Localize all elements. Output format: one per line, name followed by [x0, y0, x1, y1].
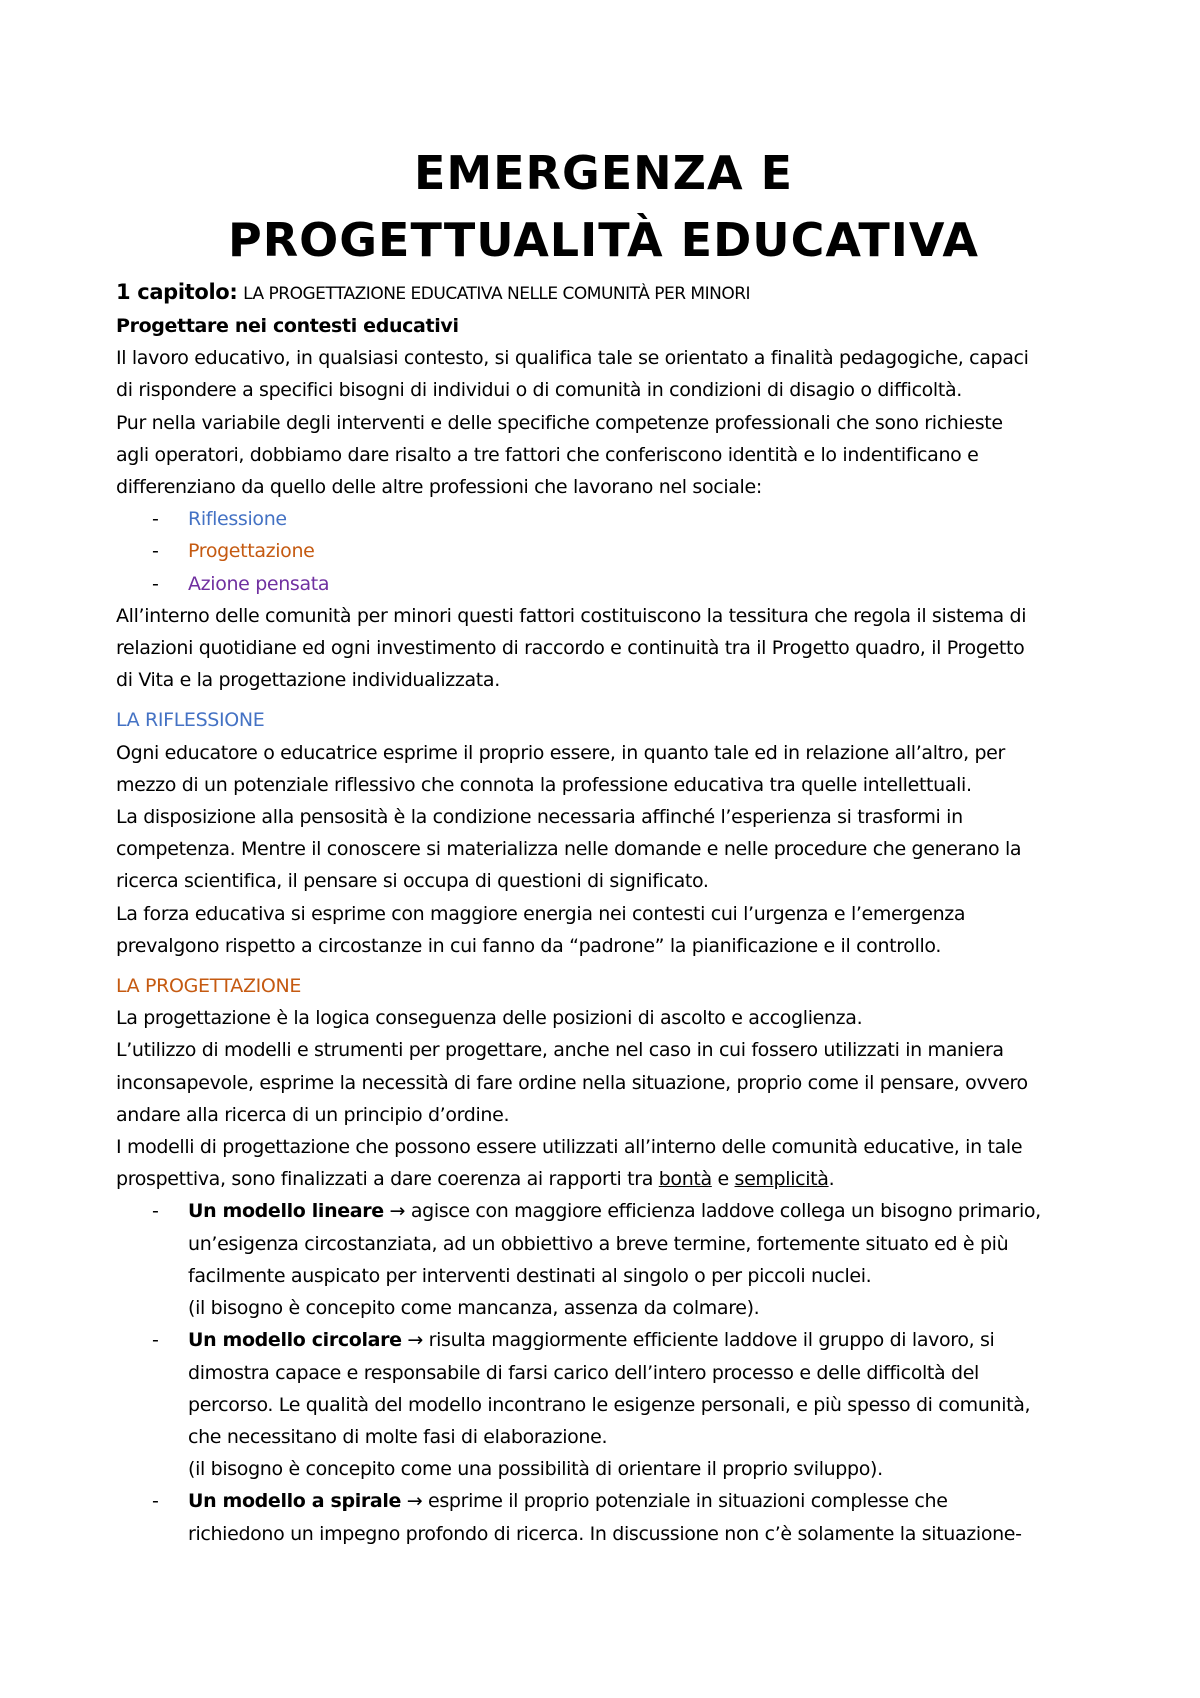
paragraph-line: La progettazione è la logica conseguenza delle posizioni di ascolto e accoglienza. — [116, 1007, 863, 1030]
paragraph-line: La disposizione alla pensosità è la condizione necessaria affinché l’esperienza si trasformi in — [116, 806, 963, 829]
text-span: agisce con maggiore efficienza laddove collega un bisogno primario, — [410, 1200, 1041, 1223]
arrow-right-icon: → — [406, 1490, 423, 1513]
factor-azione-pensata: Azione pensata — [188, 572, 330, 595]
model-line: (il bisogno è concepito come mancanza, assenza da colmare). — [188, 1297, 760, 1320]
document-body — [116, 276, 1091, 1550]
section-heading-progettare: Progettare nei contesti educativi — [116, 315, 459, 337]
model-line: che necessitano di molte fasi di elaborazione. — [188, 1425, 608, 1448]
model-line: un’esigenza circostanziata, ad un obbiettivo a breve termine, fortemente situato ed è più — [188, 1232, 1009, 1255]
text-span: . — [828, 1168, 835, 1191]
paragraph-line — [116, 1163, 1091, 1195]
paragraph-line: inconsapevole, esprime la necessità di fare ordine nella situazione, proprio come il pensare, ovvero — [116, 1071, 1028, 1094]
underlined-word-semplicita: semplicità — [734, 1168, 829, 1191]
factor-riflessione: Riflessione — [188, 508, 287, 531]
factor-progettazione: Progettazione — [188, 540, 315, 563]
model-name: Un modello a spirale — [188, 1490, 402, 1513]
list-item-modello-circolare — [116, 1324, 1091, 1485]
bullet-dash: - — [152, 1490, 159, 1513]
model-line: percorso. Le qualità del modello incontrano le esigenze personali, e più spesso di comunità, — [188, 1393, 1031, 1416]
arrow-right-icon: → — [389, 1200, 406, 1223]
bullet-dash: - — [152, 1200, 159, 1223]
bullet-dash: - — [152, 540, 159, 563]
paragraph-line: ricerca scientifica, il pensare si occupa di questioni di significato. — [116, 870, 709, 893]
model-description — [188, 1485, 1022, 1549]
section-heading-riflessione: LA RIFLESSIONE — [116, 709, 265, 732]
bullet-dash: - — [152, 508, 159, 531]
paragraph-line: andare alla ricerca di un principio d’ordine. — [116, 1103, 510, 1126]
factors-list — [116, 503, 1091, 600]
title-line-2: PROGETTUALITÀ EDUCATIVA — [228, 213, 979, 267]
document-title — [116, 140, 1091, 274]
text-span: risulta maggiormente efficiente laddove il gruppo di lavoro, si — [428, 1329, 995, 1352]
model-first-line — [188, 1195, 1041, 1227]
paragraph-line: L’utilizzo di modelli e strumenti per progettare, anche nel caso in cui fossero utilizzati in maniera — [116, 1039, 1004, 1062]
paragraph-line: relazioni quotidiane ed ogni investimento di raccordo e continuità tra il Progetto quadro, il Progetto — [116, 637, 1025, 660]
spacer — [116, 962, 1091, 970]
paragraph-line: differenziano da quello delle altre professioni che lavorano nel sociale: — [116, 476, 762, 499]
model-line: richiedono un impegno profondo di ricerca. In discussione non c’è solamente la situazione- — [188, 1522, 1022, 1545]
title-line-1: EMERGENZA E — [413, 146, 794, 200]
paragraph-line: prevalgono rispetto a circostanze in cui fanno da “padrone” la pianificazione e il controllo. — [116, 934, 942, 957]
paragraph-line: agli operatori, dobbiamo dare risalto a tre fattori che conferiscono identità e lo indentificano e — [116, 443, 979, 466]
paragraph-line: mezzo di un potenziale riflessivo che connota la professione educativa tra quelle intellettuali. — [116, 773, 972, 796]
paragraph-line: di rispondere a specifici bisogni di individui o di comunità in condizioni di disagio o difficoltà. — [116, 379, 962, 402]
text-span: e — [711, 1168, 735, 1191]
model-name: Un modello circolare — [188, 1329, 402, 1352]
arrow-right-icon: → — [407, 1329, 423, 1352]
list-item — [116, 568, 1091, 600]
models-list — [116, 1195, 1091, 1549]
model-description — [188, 1195, 1041, 1324]
paragraph-line: Il lavoro educativo, in qualsiasi contesto, si qualifica tale se orientato a finalità pedagogiche, capaci — [116, 347, 1029, 370]
paragraph-line: I modelli di progettazione che possono essere utilizzati all’interno delle comunità educative, in tale — [116, 1136, 1023, 1159]
text-span: prospettiva, sono finalizzati a dare coerenza ai rapporti tra — [116, 1168, 659, 1191]
document-page — [116, 140, 1091, 1550]
section-heading-progettazione: LA PROGETTAZIONE — [116, 975, 301, 998]
paragraph-line: Ogni educatore o educatrice esprime il proprio essere, in quanto tale ed in relazione all’altro, per — [116, 741, 1005, 764]
model-description — [188, 1324, 1030, 1485]
model-first-line — [188, 1324, 1030, 1356]
paragraph-line: Pur nella variabile degli interventi e delle specifiche competenze professionali che sono richieste — [116, 411, 1003, 434]
chapter-heading — [116, 276, 1091, 310]
list-item — [116, 503, 1091, 535]
paragraph-line: All’interno delle comunità per minori questi fattori costituiscono la tessitura che regola il sistema di — [116, 604, 1027, 627]
model-line: facilmente auspicato per interventi destinati al singolo o per piccoli nuclei. — [188, 1264, 872, 1287]
list-item — [116, 535, 1091, 567]
paragraph-line: La forza educativa si esprime con maggiore energia nei contesti cui l’urgenza e l’emergenza — [116, 902, 966, 925]
underlined-word-bonta: bontà — [658, 1168, 712, 1191]
text-span: esprime il proprio potenziale in situazioni complesse che — [428, 1490, 948, 1513]
bullet-dash: - — [152, 572, 159, 595]
model-name: Un modello lineare — [188, 1200, 384, 1223]
paragraph-line: competenza. Mentre il conoscere si materializza nelle domande e nelle procedure che generano la — [116, 838, 1022, 861]
bullet-dash: - — [152, 1329, 159, 1352]
list-item-modello-lineare — [116, 1195, 1091, 1324]
chapter-title: LA PROGETTAZIONE EDUCATIVA NELLE COMUNITÀ PER MINORI — [243, 284, 751, 304]
paragraph-line: di Vita e la progettazione individualizzata. — [116, 669, 500, 692]
chapter-label: 1 capitolo: — [116, 280, 238, 304]
list-item-modello-spirale — [116, 1485, 1091, 1549]
model-first-line — [188, 1485, 1022, 1517]
model-line: (il bisogno è concepito come una possibilità di orientare il proprio sviluppo). — [188, 1458, 883, 1481]
model-line: dimostra capace e responsabile di farsi carico dell’intero processo e delle difficoltà del — [188, 1361, 979, 1384]
